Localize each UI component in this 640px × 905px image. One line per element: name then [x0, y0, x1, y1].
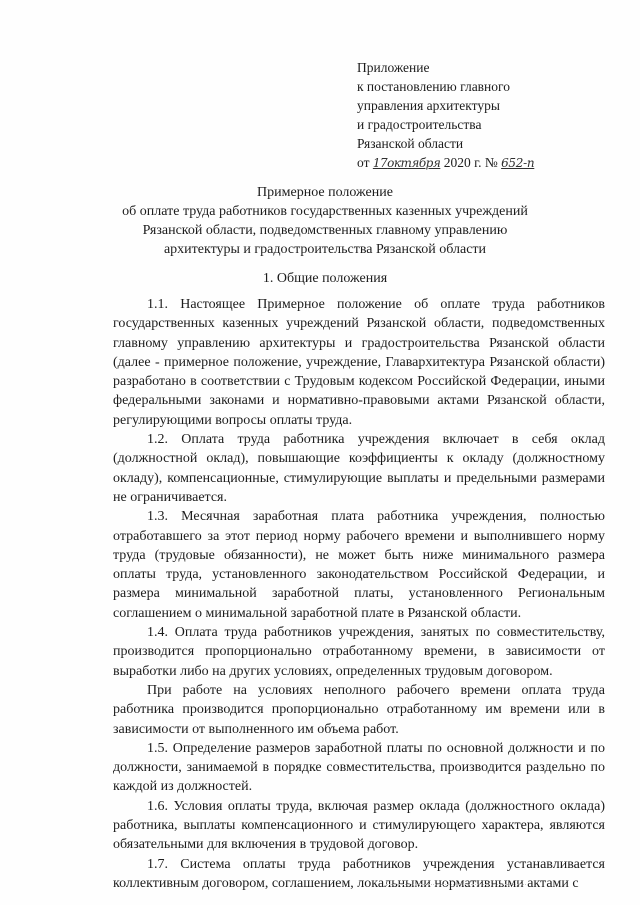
appendix-line: Рязанской области	[357, 136, 464, 151]
handwritten-day: 17	[372, 156, 388, 170]
appendix-block	[357, 58, 597, 173]
appendix-date-line	[357, 153, 597, 173]
handwritten-month: октября	[387, 156, 441, 170]
section-heading: 1. Общие положения	[262, 271, 388, 286]
document-body	[113, 295, 605, 893]
title-line: Рязанской области, подведомственных главному управлению	[142, 223, 508, 238]
date-year: 2020 г. №	[443, 155, 498, 170]
paragraph-1-4-part-time: При работе на условиях неполного рабочего времени оплата труда работника производится пропорционально отработанному им времени или в зависимости от выполненного им объема работ.	[113, 682, 605, 737]
paragraph-1-6: 1.6. Условия оплаты труда, включая размер оклада (должностного оклада) работника, выплаты компенсационного и стимулирующего характера, являются обязательными для включения в трудовой договор.	[113, 798, 605, 853]
appendix-line: к постановлению главного	[357, 79, 510, 94]
appendix-line: управления архитектуры	[357, 98, 500, 113]
date-prefix: от	[357, 155, 370, 170]
title-line: Примерное положение	[257, 185, 393, 200]
paragraph-1-5: 1.5. Определение размеров заработной платы по основной должности и по должности, занимаемой в порядке совместительства, производится раздельно по каждой из должностей.	[113, 740, 605, 795]
paragraph-1-2: 1.2. Оплата труда работника учреждения включает в себя оклад (должностной оклад), повышающие коэффициенты к окладу (должностному окладу), компенсационные, стимулирующие выплаты и предельными размерами не ограничивается.	[113, 432, 605, 505]
appendix-line: и градостроительства	[357, 117, 482, 132]
paragraph-1-1: 1.1. Настоящее Примерное положение об оплате труда работников государственных казенных учреждений Рязанской области, подведомственных главному управлению архитектуры и градостроительства Рязанской области (далее - примерное положение, учреждение, Главархитектура Рязанской области) разработано в соответствии с Трудовым кодексом Российской Федерации, иными федеральными законами и нормативно-правовыми актами Рязанской области, регулирующими вопросы оплаты труда.	[113, 297, 605, 428]
appendix-line: Приложение	[357, 60, 430, 75]
document-title	[60, 183, 590, 259]
paragraph-1-7: 1.7. Система оплаты труда работников учреждения устанавливается коллективным договором, соглашением, локальными нормативными актами с	[113, 856, 605, 891]
title-line: архитектуры и градостроительства Рязанской области	[163, 242, 487, 257]
paragraph-1-4: 1.4. Оплата труда работников учреждения, занятых по совместительству, производится пропорционально отработанному времени, в зависимости от выработки либо на других условиях, определенных трудовым договором.	[113, 625, 605, 679]
paragraph-1-3: 1.3. Месячная заработная плата работника учреждения, полностью отработавшего за этот период норму рабочего времени и выполнившего норму труда (трудовые обязанности), не может быть ниже минимального размера оплаты труда, установленного законодательством Российской Федерации, и размера минимальной заработной платы, установленного Региональным соглашением о минимальной заработной плате в Рязанской области.	[113, 509, 605, 621]
handwritten-doc-number: 652-п	[501, 156, 535, 170]
scan-artifact-line	[386, 884, 526, 891]
title-line: об оплате труда работников государственных казенных учреждений	[122, 204, 528, 219]
